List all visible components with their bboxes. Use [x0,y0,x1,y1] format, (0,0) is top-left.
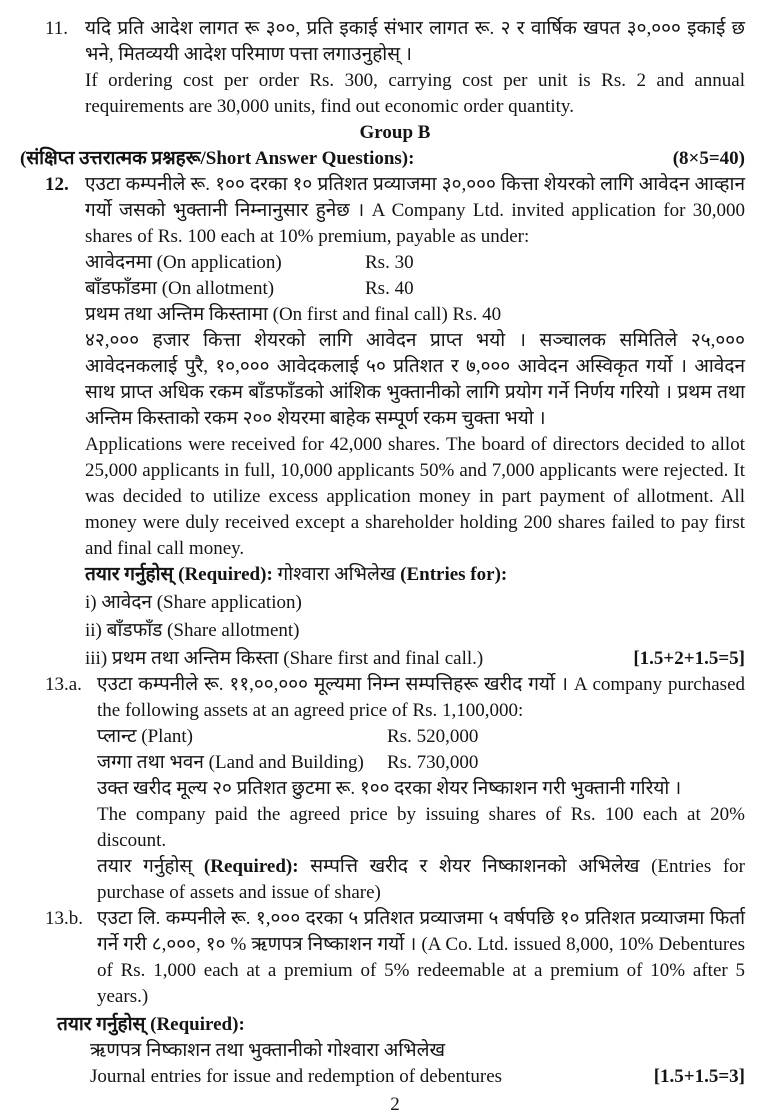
question-12-required [85,562,745,588]
payment-label: बाँडफाँडमा (On allotment) [85,278,275,299]
question-13a [45,672,745,906]
group-b-title: Group B [359,122,431,143]
final-required-nepali: ऋणपत्र निष्काशन तथा भुक्तानीको गोश्वारा अभिलेख [90,1040,445,1061]
question-11-body [85,16,745,120]
asset-label: जग्गा तथा भवन (Land and Building) [97,752,364,773]
question-11 [45,16,745,120]
required-item-label: i) आवेदन (Share application) [85,592,302,613]
question-11-number: 11. [45,18,69,39]
required-item [85,646,745,672]
asset-row [97,750,745,776]
required-label: तयार गर्नुहोस् (Required): [85,564,273,585]
question-11-nepali: यदि प्रति आदेश लागत रू ३००, प्रति इकाई संभार लागत रू. २ र वार्षिक खपत ३०,००० इकाई छ भने, मितव्ययी आदेश परिमाण पत्ता लगाउनुहोस् । [85,18,745,65]
page-number: 2 [390,1094,400,1115]
payment-amount: Rs. 30 [365,252,414,273]
question-13a-required [97,854,745,906]
required-item [85,618,745,644]
required-label-nepali: तयार गर्नुहोस् [97,856,204,877]
asset-row [97,724,745,750]
question-12-intro-nepali: एउटा कम्पनीले रू. १०० दरका १० प्रतिशत प्रव्याजमा ३०,००० कित्ता शेयरको लागि आवेदन आव्हान गर्यो जसको भुक्तानी निम्नानुसार हुनेछ । [85,174,745,221]
question-12-number: 12. [45,174,69,195]
question-13a-intro-nepali: एउटा कम्पनीले रू. ११,००,००० मूल्यमा निम्न सम्पत्तिहरू खरीद गर्यो । [97,674,568,695]
question-13b-text [97,906,745,1010]
required-mid: गोश्वारा अभिलेख [272,564,401,585]
question-12-marks: [1.5+2+1.5=5] [633,648,745,669]
question-11-english: If ordering cost per order Rs. 300, carrying cost per unit is Rs. 2 and annual requirements are 30,000 units, find out economic order quantity. [85,70,745,117]
payment-row [85,250,745,276]
question-13b-nepali: एउटा लि. कम्पनीले रू. १,००० दरका ५ प्रतिशत प्रव्याजमा ५ वर्षपछि १० प्रतिशत प्रव्याजमा फिर्ता गर्ने गरी ८,०००, १० % ऋणपत्र निष्काशन गर्यो । [97,908,745,955]
required-label: (Required): [203,856,299,877]
payment-row [85,276,745,302]
question-13b-marks: [1.5+1.5=3] [653,1066,745,1087]
entries-for-label: (Entries for): [400,564,508,585]
question-12-body [85,172,745,672]
group-b-marks: (8×5=40) [672,148,745,169]
asset-label: प्लान्ट (Plant) [97,726,194,747]
asset-amount: Rs. 520,000 [387,726,479,747]
question-13a-note-nepali: उक्त खरीद मूल्य २० प्रतिशत छुटमा रू. १०० दरका शेयर निष्काशन गरी भुक्तानी गरियो । [97,778,682,799]
question-12-intro-english: A Company Ltd. invited application for 30,000 shares of Rs. 100 each at 10% premium, payable as under: [85,200,746,247]
question-13a-intro [97,672,745,724]
payment-row: प्रथम तथा अन्तिम किस्तामा (On first and final call) Rs. 40 [85,304,502,325]
payment-label: आवेदनमा (On application) [85,252,282,273]
question-12-nepali-body: ४२,००० हजार कित्ता शेयरको लागि आवेदन प्राप्त भयो । सञ्चालक समितिले २५,००० आवेदनकलाई पुरै, १०,००० आवेदकलाई ५० प्रतिशत र ७,००० आवेदन अस्विकृत गर्यो । आवेदन साथ प्राप्त अधिक रकम बाँडफाँडको आंशिक भुक्तानीको लागि प्रयोग गर्ने निर्णय गरियो । प्रथम तथा अन्तिम किस्ताको रकम २०० शेयरमा बाहेक सम्पूर्ण रकम चुक्ता भयो । [85,330,745,429]
question-12-intro [85,172,745,250]
required-rest: सम्पत्ति खरीद र शेयर निष्काशनको अभिलेख (Entries for purchase of assets and issue of share) [97,856,746,903]
group-b-subtitle-row [20,146,745,172]
question-13a-intro-english: A company purchased the following assets at an agreed price of Rs. 1,100,000: [97,674,746,721]
group-b-subtitle: (संक्षिप्त उत्तरात्मक प्रश्नहरू/Short Answer Questions): [20,148,415,169]
question-13b [45,906,745,1010]
asset-amount: Rs. 730,000 [387,752,479,773]
question-13b-number: 13.b. [45,908,83,929]
question-13a-number: 13.a. [45,674,82,695]
final-required-english-row [90,1064,745,1090]
question-12 [45,172,745,672]
question-13a-note-english: The company paid the agreed price by issuing shares of Rs. 100 each at 20% discount. [97,804,745,851]
required-item [85,590,745,616]
required-item-label: ii) बाँडफाँड (Share allotment) [85,620,300,641]
final-required-english: Journal entries for issue and redemption of debentures [90,1066,503,1087]
question-12-english-body: Applications were received for 42,000 shares. The board of directors decided to allot 25,000 applicants in full, 10,000 applicants 50% and 7,000 applicants were rejected. It was decided to utilize excess application money in part payment of allotment. All money were duly received except a shareholder holding 200 shares failed to pay first and final call money. [85,434,745,559]
required-item-label: iii) प्रथम तथा अन्तिम किस्ता (Share first and final call.) [85,648,484,669]
payment-amount: Rs. 40 [365,278,414,299]
question-13a-body [97,672,745,906]
final-required-heading: तयार गर्नुहोस् (Required): [57,1014,245,1035]
question-13b-body [97,906,745,1010]
question-13b-english: (A Co. Ltd. issued 8,000, 10% Debentures of Rs. 1,000 each at a premium of 5% redeemable at a premium of 10% after 5 years.) [97,934,746,1007]
